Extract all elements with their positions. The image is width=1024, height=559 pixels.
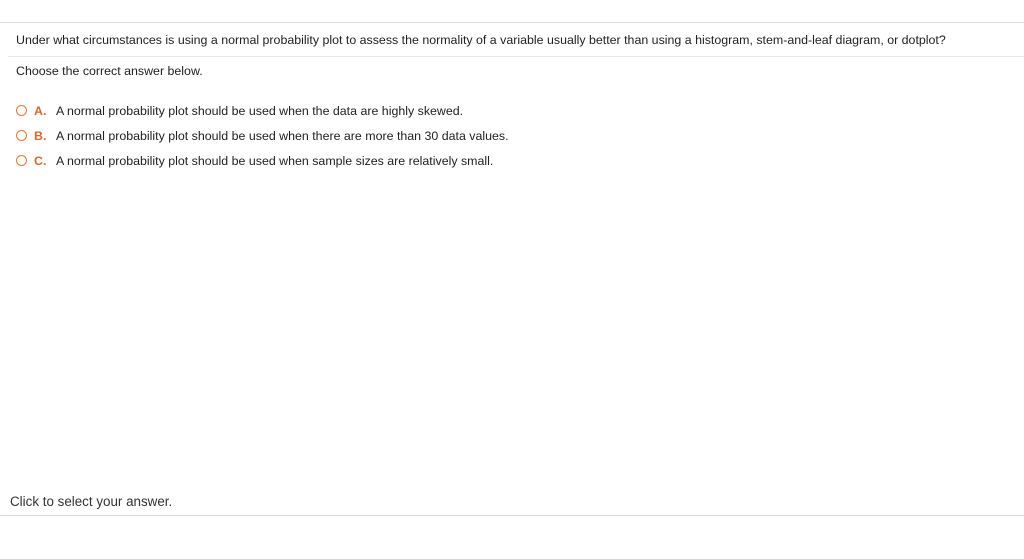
question-divider bbox=[8, 56, 1024, 57]
radio-button-icon[interactable] bbox=[16, 130, 27, 141]
radio-button-icon[interactable] bbox=[16, 155, 27, 166]
option-letter: C. bbox=[34, 153, 47, 168]
option-label[interactable]: A normal probability plot should be used when there are more than 30 data values. bbox=[56, 128, 509, 143]
bottom-divider bbox=[0, 515, 1024, 516]
top-divider bbox=[0, 22, 1024, 23]
option-label[interactable]: A normal probability plot should be used when the data are highly skewed. bbox=[56, 103, 464, 118]
option-b[interactable] bbox=[16, 123, 509, 148]
answer-options bbox=[16, 98, 509, 173]
instruction-text: Choose the correct answer below. bbox=[16, 64, 203, 78]
status-hint: Click to select your answer. bbox=[10, 494, 173, 509]
radio-button-icon[interactable] bbox=[16, 105, 27, 116]
option-letter: A. bbox=[34, 103, 47, 118]
option-label[interactable]: A normal probability plot should be used when sample sizes are relatively small. bbox=[56, 153, 494, 168]
question-text: Under what circumstances is using a normal probability plot to assess the normality of a variable usually better than using a histogram, stem-and-leaf diagram, or dotplot? bbox=[16, 33, 946, 47]
option-letter: B. bbox=[34, 128, 47, 143]
option-c[interactable] bbox=[16, 148, 509, 173]
option-a[interactable] bbox=[16, 98, 509, 123]
